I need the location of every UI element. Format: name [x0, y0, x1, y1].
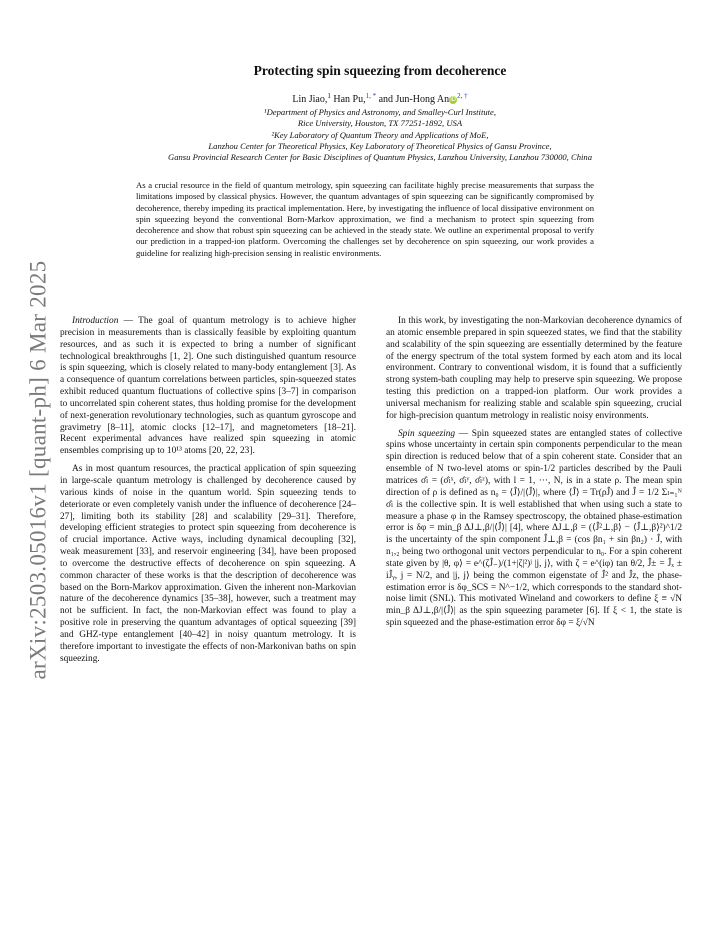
author-affil-mark: 1: [327, 92, 331, 100]
affiliation-line: ¹Department of Physics and Astronomy, and Smalley-Curl Institute,: [264, 107, 496, 117]
paragraph-text: — The goal of quantum metrology is to achieve higher precision in measurements than is classically feasible by exploiting quantum resources, and as such it is expected to bring a number of significant technological breakthroughs [1, 2]. One such distinguished quantum resource is spin squeezing, which is closely related to many-body entanglement [3]. As a consequence of quantum correlations between particles, spin-squeezed states exhibit reduced quantum fluctuations of collective spins [3–7] in comparison to uncorrelated spin coherent states, thus holding promise for the development of next-generation revolutionary technologies, such as quantum gyroscope and gravimetry [8–11], atomic clocks [12–17], and magnetometers [18–21]. Recent experimental advances have realized spin squeezing in atomic ensembles comprising up to 10¹³ atoms [20, 22, 23].: [60, 316, 356, 457]
paragraph: [386, 429, 682, 630]
paper-title: Protecting spin squeezing from decoherence: [253, 63, 507, 78]
section-heading: Spin squeezing: [398, 428, 456, 439]
author-line: [60, 92, 700, 105]
affiliation-line: Lanzhou Center for Theoretical Physics, Key Laboratory of Theoretical Physics of Gansu Province,: [208, 140, 552, 151]
author-name: Lin Jiao,: [292, 94, 328, 105]
paragraph: As in most quantum resources, the practical application of spin squeezing in large-scale quantum metrology is challenged by decoherence caused by various kinds of noise in the quantum world. Spin squeezing tends to deteriorate or even completely vanish under the influence of decoherence [24–27], limiting both its stability [28] and scalability [29–31]. Therefore, developing efficient strategies to protect spin squeezing from decoherence is of crucial importance. Active ways, including dynamical decoupling [32], weak measurement [33], and reservoir engineering [34], have been proposed to overcome the destructive effects of decoherence on spin squeezing. A common character of these works is that the description of decoherence was based on the Born-Markov approximation. Given the inherent non-Markovian nature of the decoherence dynamics [35–38], however, such a treatment may not be sufficient. In fact, the non-Markovian effect was found to play a positive role in preserving the quantum advantages of optical squeezing [39] and GHZ-type entanglement [40–42] in noisy quantum metrology. It is therefore important to investigate the effects of non-Markonivan baths on spin squeezing.: [60, 464, 356, 664]
author-name: Jun-Hong An: [395, 94, 450, 105]
paragraph: In this work, by investigating the non-Markovian decoherence dynamics of an atomic ensemble prepared in spin squeezed states, we find that the stability and scalability of the spin squeezing are essentially determined by the feature of the energy spectrum of the total system formed by each atom and its local environment. Contrary to conventional wisdom, it is found that a sufficiently strong system-bath coupling may help to preserve spin squeezing. We propose testing this prediction on a trapped-ion platform. Our work provides a universal mechanism for realizing stable and scalable spin squeezing, crucial for high-precision quantum metrology in realistic noisy environments.: [386, 316, 682, 421]
author-affil-mark[interactable]: 2, †: [457, 92, 468, 100]
affiliation-line: ²Key Laboratory of Quantum Theory and Applications of MoE,: [271, 129, 489, 140]
paragraph-text: — Spin squeezed states are entangled states of collective spins whose uncertainty in certain spin components perpendicular to the mean spin direction is reduced below that of a spin coherent state. Consider that an ensemble of N two-level atoms or spin-1/2 particles described by the Pauli matrices σ̂ₗ = (σ̂ₗˣ, σ̂ₗʸ, σ̂ₗᶻ), with l = 1, ···, N, is in a state ρ. The mean spin direction of ρ is defined as n₀ = ⟨Ĵ⟩/|⟨Ĵ⟩|, where ⟨Ĵ⟩ = Tr(ρĴ) and Ĵ = 1/2 Σₗ₌₁ᴺ σ̂ₗ is the collective spin. It is well established that when using such a state to measure a phase φ in the Ramsey spectroscopy, the obtained phase-estimation error is δφ = min_β ΔJ⊥,β/|⟨Ĵ⟩| [4], where ΔJ⊥,β = (⟨Ĵ²⊥,β⟩ − ⟨Ĵ⊥,β⟩²)^1/2 is the uncertainty of the spin component Ĵ⊥,β = (cos βn₁ + sin βn₂) · Ĵ, with n₁,₂ being two orthogonal unit vectors perpendicular to n₀. For a spin coherent state given by |θ, φ⟩ = e^(ζĴ₋)/(1+|ζ|²)ʲ |j, j⟩, with ζ = e^(iφ) tan θ/2, Ĵ± = Ĵₓ ± iĴᵧ, j = N/2, and |j, j⟩ being the common eigenstate of Ĵ² and Ĵz, the phase-estimation error is δφ_SCS = N^−1/2, which corresponds to the standard shot-noise limit (SNL). This motivated Wineland and coworkers to define ξ ≡ √N min_β ΔJ⊥,β/|⟨Ĵ⟩| as the spin squeezing parameter [6]. If ξ < 1, the state is spin squeezed and the phase-estimation error δφ = ξ/√N: [386, 428, 682, 629]
author-affil-mark[interactable]: 1, *: [365, 92, 377, 100]
arxiv-sidebar: [20, 255, 56, 685]
paragraph: [60, 316, 356, 458]
section-heading: Introduction: [72, 316, 119, 326]
affiliation-line: Rice University, Houston, TX 77251-1892, USA: [297, 118, 463, 129]
left-column: [60, 316, 356, 671]
right-column: [386, 316, 682, 636]
author-conjunction: and: [378, 94, 394, 105]
affiliation-line: Gansu Provincial Research Center for Basic Disciplines of Quantum Physics, Lanzhou University, Lanzhou 730000, China: [167, 152, 592, 163]
arxiv-identifier: arXiv:2503.05016v1 [quant-ph] 6 Mar 2025: [25, 260, 50, 680]
orcid-icon[interactable]: iD: [450, 97, 456, 103]
abstract: As a crucial resource in the field of quantum metrology, spin squeezing can facilitate highly precise measurements that surpass the limitations imposed by classical physics. However, the quantum advantages of spin squeezing can be significantly compromised by decoherence, thereby impeding its practical implementation. Here, by investigating the influence of local dissipative environment on spin squeezing beyond the conventional Born-Markov approximation, we find a mechanism to protect spin squeezing from decoherence and show that robust spin squeezing can be achieved in the steady state. We outline an experimental proposal to verify our prediction in a trapped-ion platform. Overcoming the challenges set by decoherence on spin squeezing, our work provides a guideline for realizing high-precision sensing in realistic environments.: [136, 180, 594, 258]
affiliations: [60, 107, 700, 163]
author-name: Han Pu,: [333, 94, 366, 105]
